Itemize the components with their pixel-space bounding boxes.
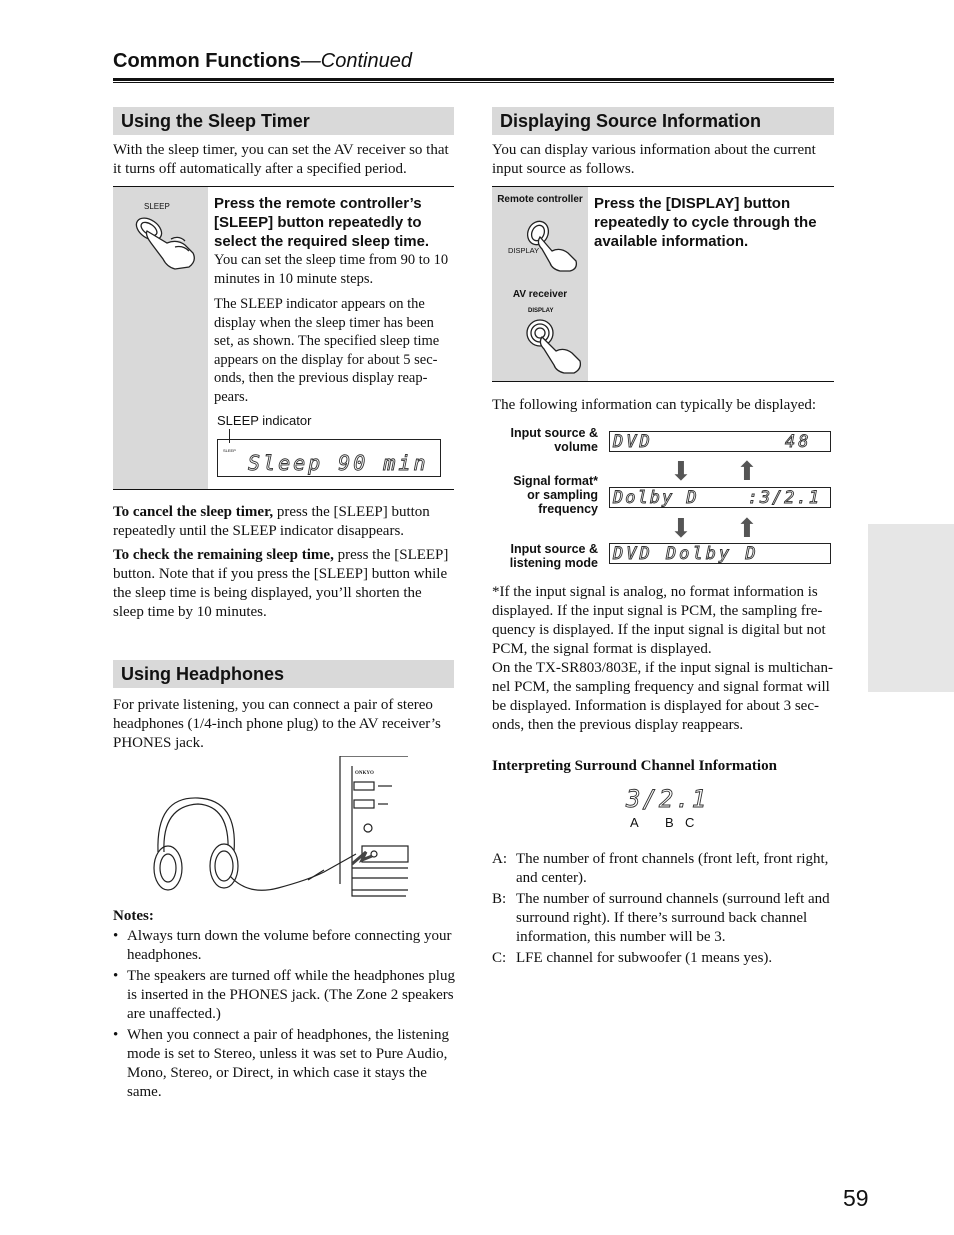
sleep-para-range: You can set the sleep time from 90 to 10 minutes in 10 minute steps. — [214, 252, 449, 287]
sleep-button-label: SLEEP — [144, 202, 170, 211]
sleep-para-indicator: The SLEEP indicator appears on the display when the sleep timer has been set, as shown. The specified sleep time appears on the display for about 5 sec-onds, then the previous display reap-pears. — [214, 296, 440, 405]
note-item: • The speakers are turned off while the headphones plug is inserted in the PHONES jack. (The Zone 2 speakers are unaffected.) — [113, 968, 455, 1022]
definition-text: The number of surround channels (surround left and surround right). If there’s surround back channel information, this number will be 3. — [516, 891, 830, 945]
hand-pressing-sleep-button-icon — [127, 209, 205, 271]
row3-label-line2: listening mode — [509, 556, 598, 570]
header-continued-text: —Continued — [300, 50, 412, 72]
lcd-row1-source-volume: DVD 48 — [609, 431, 831, 452]
receiver-brand-logo: ONKYO — [355, 771, 374, 776]
display-following-text: The following information can typically be displayed: — [492, 397, 817, 413]
row1-label — [492, 426, 598, 454]
side-section-tab — [868, 524, 954, 692]
display-info-heading: Displaying Source Information — [492, 107, 834, 135]
remote-display-button-label: DISPLAY — [508, 246, 540, 255]
definition-item — [492, 949, 834, 968]
arrow-down-icon: ⬇ — [670, 456, 692, 486]
footnote-analog: *If the input signal is analog, no format information is displayed. If the input signal is PCM, the sampling fre-quency is displayed. If the input signal is digital but not PCM, the signal format is displayed. — [492, 584, 826, 657]
display-instruction-box — [492, 186, 834, 382]
hand-pressing-receiver-display-icon — [524, 315, 586, 377]
definition-item — [492, 850, 834, 888]
definition-key: B: — [492, 891, 507, 907]
row2-label-line2: or sampling — [527, 488, 598, 502]
hand-pressing-remote-display-icon — [522, 217, 582, 273]
definition-text: The number of front channels (front left, front right, and center). — [516, 851, 829, 886]
note-text: When you connect a pair of headphones, the listening mode is set to Stereo, unless it was set to Pure Audio, Mono, Stereo, or Direct, in which case it stays the same. — [127, 1027, 449, 1100]
definition-text: LFE channel for subwoofer (1 means yes). — [516, 950, 773, 966]
sleep-lcd-text: Sleep 90 min — [248, 451, 429, 475]
surround-lcd-example: 3/2.1 — [626, 785, 709, 813]
check-sleep-text — [113, 546, 455, 622]
surround-letter-b: B — [665, 815, 674, 830]
display-instruction: Press the [DISPLAY] button repeatedly to cycle through the available information. — [594, 195, 817, 250]
sleep-illustration-cell — [113, 187, 208, 489]
cancel-sleep-text — [113, 503, 455, 541]
surround-definitions — [492, 850, 834, 968]
header-rule — [113, 78, 834, 81]
arrow-up-icon: ⬆ — [736, 513, 758, 543]
row2-label-line1: Signal format* — [513, 474, 598, 488]
footnote-multichannel: On the TX-SR803/803E, if the input signal is multichan-nel PCM, the sampling frequency and signal format will be displayed. Information is displayed for about 3 sec-onds, then the previous display reappears. — [492, 660, 833, 733]
cancel-sleep-rest: press the [SLEEP] button repeatedly until the SLEEP indicator disappears. — [113, 504, 430, 539]
note-item: • Always turn down the volume before connecting your headphones. — [113, 927, 455, 965]
arrow-up-icon: ⬆ — [736, 456, 758, 486]
lcd-row3-listening-mode: DVD Dolby D — [609, 543, 831, 564]
header-title-text: Common Functions — [113, 50, 301, 72]
row3-label — [492, 542, 598, 570]
page-number: 59 — [843, 1185, 869, 1211]
row1-label-line2: volume — [554, 440, 598, 454]
sleep-lcd-display — [217, 439, 441, 477]
headphones-heading: Using Headphones — [113, 660, 454, 688]
surround-info-title: Interpreting Surround Channel Information — [492, 758, 777, 774]
sleep-intro: With the sleep timer, you can set the AV receiver so that it turns off automatically after a specified period. — [113, 142, 449, 177]
av-receiver-label: AV receiver — [512, 289, 568, 300]
lcd-sleep-small-indicator: SLEEP — [223, 448, 236, 453]
header-rule-thin — [113, 82, 834, 83]
definition-key: C: — [492, 950, 507, 966]
receiver-display-button-label: DISPLAY — [528, 308, 554, 314]
headphones-illustration — [148, 756, 410, 902]
definition-key: A: — [492, 851, 507, 867]
note-item: • When you connect a pair of headphones, the listening mode is set to Stereo, unless it was set to Pure Audio, Mono, Stereo, or Direct, in which case it stays the same. — [113, 1026, 455, 1102]
row2-label-line3: frequency — [538, 502, 598, 516]
row1-label-line1: Input source & — [510, 426, 598, 440]
arrow-down-icon: ⬇ — [670, 513, 692, 543]
surround-letter-a: A — [630, 815, 639, 830]
surround-letter-c: C — [685, 815, 695, 830]
sleep-instruction: Press the remote controller’s [SLEEP] button repeatedly to select the required sleep time. — [214, 195, 430, 250]
page-header-title — [113, 50, 412, 73]
sleep-timer-heading: Using the Sleep Timer — [113, 107, 454, 135]
row2-label — [492, 474, 598, 516]
check-sleep-bold: To check the remaining sleep time, — [113, 547, 334, 563]
definition-item — [492, 890, 834, 947]
sleep-instruction-box — [113, 186, 454, 490]
headphones-intro: For private listening, you can connect a pair of stereo headphones (1/4-inch phone plug) to the AV receiver’s PHONES jack. — [113, 697, 441, 751]
cancel-sleep-bold: To cancel the sleep timer, — [113, 504, 274, 520]
notes-title: Notes: — [113, 908, 154, 924]
check-sleep-rest: press the [SLEEP] button. Note that if you press the [SLEEP] button while the sleep time is being displayed, you’ll shorten the sleep time by 10 minutes. — [113, 547, 449, 620]
note-text: The speakers are turned off while the headphones plug is inserted in the PHONES jack. (The Zone 2 speakers are unaffected.) — [127, 968, 455, 1022]
sleep-indicator-label: SLEEP indicator — [217, 413, 312, 428]
display-illustration-cell — [492, 187, 588, 381]
remote-controller-label: Remote controller — [497, 194, 583, 205]
notes-list — [113, 927, 455, 1102]
lcd-row2-signal-format: Dolby D :3/2.1 — [609, 487, 831, 508]
display-intro: You can display various information about the current input source as follows. — [492, 142, 816, 177]
row3-label-line1: Input source & — [510, 542, 598, 556]
note-text: Always turn down the volume before connecting your headphones. — [127, 928, 452, 963]
